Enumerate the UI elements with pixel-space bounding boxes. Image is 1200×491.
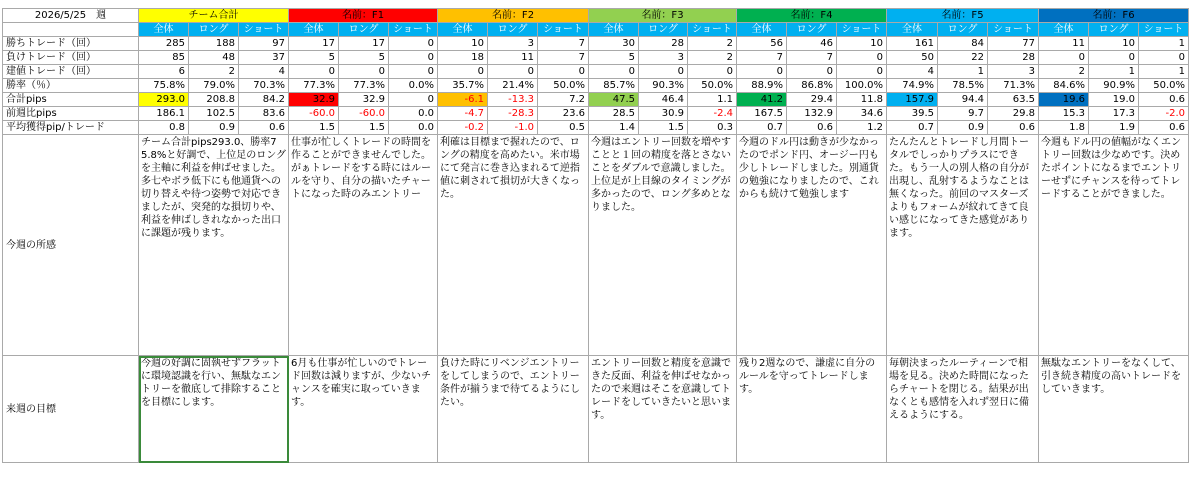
table-row [3, 121, 1189, 135]
goal-cell-3[interactable]: エントリー回数と精度を意識できた反面、利益を伸ばせなかったので来週はそこを意識してトレードをしていきたいと思います。 [589, 356, 737, 463]
cell-losses-3-1[interactable]: 3 [639, 51, 688, 65]
cell-diff-5-2[interactable]: 29.8 [988, 107, 1039, 121]
cell-wins-3-1[interactable]: 28 [639, 37, 688, 51]
cell-pips-0-2[interactable]: 84.2 [239, 93, 289, 107]
sub-header-4-1[interactable]: ロング [787, 23, 837, 37]
week-label-cell[interactable]: 2026/5/25 週 [3, 9, 139, 23]
cell-avg-2-1[interactable]: -1.0 [488, 121, 538, 135]
sub-header-4-0[interactable]: 全体 [737, 23, 787, 37]
goal-cell-6[interactable]: 無駄なエントリーをなくして、引き続き精度の高いトレードをしていきます。 [1039, 356, 1189, 463]
impression-cell-4[interactable]: 今週のドル円は動きが少なかったのでポンド円、オージー円も少しトレードしました。別通貨の勉強になりましたので、これからも続けて勉強します [737, 135, 887, 356]
group-header-3[interactable]: 名前：F3 [589, 9, 737, 23]
cell-pips-6-1[interactable]: 19.0 [1089, 93, 1139, 107]
cell-winrate-4-2[interactable]: 100.0% [837, 79, 887, 93]
group-header-1[interactable]: 名前：F1 [289, 9, 438, 23]
cell-losses-3-0[interactable]: 5 [589, 51, 639, 65]
cell-winrate-1-2[interactable]: 0.0% [389, 79, 438, 93]
spreadsheet-grid [2, 8, 1189, 463]
sub-header-6-1[interactable]: ロング [1089, 23, 1139, 37]
cell-wins-0-2[interactable]: 97 [239, 37, 289, 51]
sub-header-3-1[interactable]: ロング [639, 23, 688, 37]
cell-pips-0-1[interactable]: 208.8 [189, 93, 239, 107]
sub-header-3-2[interactable]: ショート [688, 23, 737, 37]
cell-winrate-4-0[interactable]: 88.9% [737, 79, 787, 93]
cell-wins-1-2[interactable]: 0 [389, 37, 438, 51]
cell-wins-2-1[interactable]: 3 [488, 37, 538, 51]
cell-pips-0-0[interactable]: 293.0 [139, 93, 189, 107]
table-row [3, 93, 1189, 107]
cell-avg-6-2[interactable]: 0.6 [1139, 121, 1189, 135]
row-label-avg[interactable]: 平均獲得pip/トレード [3, 121, 139, 135]
cell-losses-1-0[interactable]: 5 [289, 51, 339, 65]
sub-header-6-0[interactable]: 全体 [1039, 23, 1089, 37]
cell-diff-3-0[interactable]: 28.5 [589, 107, 639, 121]
cell-diff-4-1[interactable]: 132.9 [787, 107, 837, 121]
sub-header-4-2[interactable]: ショート [837, 23, 887, 37]
cell-diff-1-1[interactable]: -60.0 [339, 107, 389, 121]
cell-breakeven-4-1[interactable]: 0 [787, 65, 837, 79]
cell-wins-1-1[interactable]: 17 [339, 37, 389, 51]
sub-header-3-0[interactable]: 全体 [589, 23, 639, 37]
cell-avg-0-2[interactable]: 0.6 [239, 121, 289, 135]
cell-avg-2-0[interactable]: -0.2 [438, 121, 488, 135]
cell-avg-4-0[interactable]: 0.7 [737, 121, 787, 135]
blank-label-cell[interactable] [3, 23, 139, 37]
cell-diff-5-0[interactable]: 39.5 [887, 107, 938, 121]
cell-losses-5-2[interactable]: 28 [988, 51, 1039, 65]
cell-diff-0-2[interactable]: 83.6 [239, 107, 289, 121]
cell-avg-5-1[interactable]: 0.9 [938, 121, 988, 135]
cell-diff-3-2[interactable]: -2.4 [688, 107, 737, 121]
group-header-6[interactable]: 名前：F6 [1039, 9, 1189, 23]
cell-pips-4-0[interactable]: 41.2 [737, 93, 787, 107]
sub-header-2-2[interactable]: ショート [538, 23, 589, 37]
cell-breakeven-0-1[interactable]: 2 [189, 65, 239, 79]
cell-breakeven-6-0[interactable]: 2 [1039, 65, 1089, 79]
goals-label[interactable]: 来週の目標 [3, 356, 139, 463]
cell-pips-6-2[interactable]: 0.6 [1139, 93, 1189, 107]
impression-cell-1[interactable]: 仕事が忙しくトレードの時間を作ることができませんでした。がぁトレードをする時にはルールを守り、自分の描いたチャートになった時のみエントリー [289, 135, 438, 356]
cell-winrate-0-2[interactable]: 70.3% [239, 79, 289, 93]
cell-wins-4-0[interactable]: 56 [737, 37, 787, 51]
cell-wins-4-1[interactable]: 46 [787, 37, 837, 51]
impression-cell-3[interactable]: 今週はエントリー回数を増やすことと１回の精度を落とさないことをダブルで意識しました。上位足が上目線のタイミングが多かったので、ロング多めとなりました。 [589, 135, 737, 356]
cell-avg-1-2[interactable]: 0.0 [389, 121, 438, 135]
table-row [3, 37, 1189, 51]
cell-breakeven-5-0[interactable]: 4 [887, 65, 938, 79]
cell-avg-3-0[interactable]: 1.4 [589, 121, 639, 135]
group-header-2[interactable]: 名前：F2 [438, 9, 589, 23]
cell-avg-6-0[interactable]: 1.8 [1039, 121, 1089, 135]
cell-wins-5-0[interactable]: 161 [887, 37, 938, 51]
cell-winrate-2-0[interactable]: 35.7% [438, 79, 488, 93]
cell-pips-2-2[interactable]: 7.2 [538, 93, 589, 107]
goal-cell-1[interactable]: 6月も仕事が忙しいのでトレード回数は減りますが、少ないチャンスを確実に取っていきます。 [289, 356, 438, 463]
cell-losses-1-2[interactable]: 0 [389, 51, 438, 65]
cell-avg-1-0[interactable]: 1.5 [289, 121, 339, 135]
cell-winrate-5-0[interactable]: 74.9% [887, 79, 938, 93]
cell-pips-3-0[interactable]: 47.5 [589, 93, 639, 107]
sub-header-2-0[interactable]: 全体 [438, 23, 488, 37]
cell-avg-0-0[interactable]: 0.8 [139, 121, 189, 135]
cell-losses-4-2[interactable]: 0 [837, 51, 887, 65]
impression-cell-6[interactable]: 今週もドル円の値幅がなくエントリー回数は少なめです。決めたポイントになるまでエントリーせずにチャンスを待ってトレードすることができました。 [1039, 135, 1189, 356]
cell-wins-4-2[interactable]: 10 [837, 37, 887, 51]
cell-losses-5-0[interactable]: 50 [887, 51, 938, 65]
cell-winrate-0-1[interactable]: 79.0% [189, 79, 239, 93]
sub-header-0-0[interactable]: 全体 [139, 23, 189, 37]
cell-wins-2-2[interactable]: 7 [538, 37, 589, 51]
table-row [3, 51, 1189, 65]
cell-avg-2-2[interactable]: 0.5 [538, 121, 589, 135]
goal-cell-5[interactable]: 毎朝決まったルーティーンで相場を見る。決めた時間になったらチャートを閉じる。結果が出なくとも感情を入れず翌日に備えるようにする。 [887, 356, 1039, 463]
cell-breakeven-2-1[interactable]: 0 [488, 65, 538, 79]
sub-header-6-2[interactable]: ショート [1139, 23, 1189, 37]
cell-wins-6-0[interactable]: 11 [1039, 37, 1089, 51]
cell-breakeven-0-2[interactable]: 4 [239, 65, 289, 79]
cell-winrate-5-2[interactable]: 71.3% [988, 79, 1039, 93]
cell-diff-1-2[interactable]: 0.0 [389, 107, 438, 121]
cell-losses-6-1[interactable]: 0 [1089, 51, 1139, 65]
cell-diff-3-1[interactable]: 30.9 [639, 107, 688, 121]
cell-diff-6-2[interactable]: -2.0 [1139, 107, 1189, 121]
goal-cell-2[interactable]: 負けた時にリベンジエントリーをしてしまうので、エントリー条件が揃うまで待てるようにしたい。 [438, 356, 589, 463]
group-header-4[interactable]: 名前：F4 [737, 9, 887, 23]
cell-wins-3-2[interactable]: 2 [688, 37, 737, 51]
cell-breakeven-1-0[interactable]: 0 [289, 65, 339, 79]
goal-cell-0[interactable]: 今週の好調に固執せずフラットに環境認識を行い、無駄なエントリーを徹底して排除することを目標にします。 [139, 356, 289, 463]
sub-header-1-1[interactable]: ロング [339, 23, 389, 37]
cell-wins-0-0[interactable]: 285 [139, 37, 189, 51]
cell-losses-4-1[interactable]: 7 [787, 51, 837, 65]
table-row [3, 107, 1189, 121]
cell-diff-6-0[interactable]: 15.3 [1039, 107, 1089, 121]
cell-diff-4-2[interactable]: 34.6 [837, 107, 887, 121]
cell-avg-3-2[interactable]: 0.3 [688, 121, 737, 135]
cell-pips-4-1[interactable]: 29.4 [787, 93, 837, 107]
cell-pips-5-1[interactable]: 94.4 [938, 93, 988, 107]
cell-pips-3-1[interactable]: 46.4 [639, 93, 688, 107]
cell-avg-0-1[interactable]: 0.9 [189, 121, 239, 135]
cell-wins-6-1[interactable]: 10 [1089, 37, 1139, 51]
goal-cell-4[interactable]: 残り2週なので、謙虚に自分のルールを守ってトレードします。 [737, 356, 887, 463]
cell-wins-2-0[interactable]: 10 [438, 37, 488, 51]
cell-wins-3-0[interactable]: 30 [589, 37, 639, 51]
sub-header-5-2[interactable]: ショート [988, 23, 1039, 37]
cell-losses-6-0[interactable]: 0 [1039, 51, 1089, 65]
row-label-pips[interactable]: 合計pips [3, 93, 139, 107]
impression-cell-5[interactable]: たんたんとトレードし月間トータルでしっかりプラスにできた。もう一人の別人格の自分が出現し、乱射するようなことは無くなった。前回のマスターズよりもフォームが紋れてきて良い感じになってきた感覚があります。 [887, 135, 1039, 356]
cell-winrate-5-1[interactable]: 78.5% [938, 79, 988, 93]
cell-avg-6-1[interactable]: 1.9 [1089, 121, 1139, 135]
cell-breakeven-1-1[interactable]: 0 [339, 65, 389, 79]
cell-breakeven-3-0[interactable]: 0 [589, 65, 639, 79]
cell-winrate-1-0[interactable]: 77.3% [289, 79, 339, 93]
cell-losses-1-1[interactable]: 5 [339, 51, 389, 65]
table-row [3, 79, 1189, 93]
cell-breakeven-2-0[interactable]: 0 [438, 65, 488, 79]
cell-wins-6-2[interactable]: 1 [1139, 37, 1189, 51]
cell-breakeven-5-2[interactable]: 3 [988, 65, 1039, 79]
cell-diff-4-0[interactable]: 167.5 [737, 107, 787, 121]
cell-pips-1-0[interactable]: 32.9 [289, 93, 339, 107]
cell-avg-5-2[interactable]: 0.6 [988, 121, 1039, 135]
impression-cell-0[interactable]: チーム合計pips293.0、勝率75.8%と好調で、上位足のロングを主軸に利益を伸ばせました。多七やボラ低下にも他通貨への切り替えや待つ姿勢で対応できましたが、突発的な損切りや、利益を伸ばしきれなかった出口に課題が残ります。 [139, 135, 289, 356]
cell-diff-0-1[interactable]: 102.5 [189, 107, 239, 121]
group-header-5[interactable]: 名前：F5 [887, 9, 1039, 23]
cell-diff-6-1[interactable]: 17.3 [1089, 107, 1139, 121]
cell-diff-2-1[interactable]: -28.3 [488, 107, 538, 121]
sub-header-5-1[interactable]: ロング [938, 23, 988, 37]
cell-winrate-3-1[interactable]: 90.3% [639, 79, 688, 93]
cell-pips-4-2[interactable]: 11.8 [837, 93, 887, 107]
cell-pips-3-2[interactable]: 1.1 [688, 93, 737, 107]
cell-avg-1-1[interactable]: 1.5 [339, 121, 389, 135]
cell-breakeven-3-2[interactable]: 0 [688, 65, 737, 79]
cell-losses-0-1[interactable]: 48 [189, 51, 239, 65]
cell-avg-4-1[interactable]: 0.6 [787, 121, 837, 135]
row-label-losses[interactable]: 負けトレード（回） [3, 51, 139, 65]
cell-losses-2-0[interactable]: 18 [438, 51, 488, 65]
cell-diff-2-0[interactable]: -4.7 [438, 107, 488, 121]
cell-winrate-2-2[interactable]: 50.0% [538, 79, 589, 93]
cell-breakeven-5-1[interactable]: 1 [938, 65, 988, 79]
row-label-breakeven[interactable]: 建値トレード（回） [3, 65, 139, 79]
cell-wins-5-2[interactable]: 77 [988, 37, 1039, 51]
cell-pips-5-2[interactable]: 63.5 [988, 93, 1039, 107]
cell-wins-5-1[interactable]: 84 [938, 37, 988, 51]
cell-diff-1-0[interactable]: -60.0 [289, 107, 339, 121]
cell-diff-0-0[interactable]: 186.1 [139, 107, 189, 121]
cell-breakeven-6-1[interactable]: 1 [1089, 65, 1139, 79]
sub-header-0-1[interactable]: ロング [189, 23, 239, 37]
cell-losses-0-2[interactable]: 37 [239, 51, 289, 65]
cell-losses-5-1[interactable]: 22 [938, 51, 988, 65]
group-header-0[interactable]: チーム合計 [139, 9, 289, 23]
sub-header-2-1[interactable]: ロング [488, 23, 538, 37]
table-row [3, 65, 1189, 79]
impression-cell-2[interactable]: 利確は目標まで握れたので、ロングの精度を高めたい。米市場にて発言に巻き込まれるて逆指値に刺されて損切が大きくなった。 [438, 135, 589, 356]
row-label-winrate[interactable]: 勝率（％） [3, 79, 139, 93]
cell-diff-5-1[interactable]: 9.7 [938, 107, 988, 121]
cell-pips-5-0[interactable]: 157.9 [887, 93, 938, 107]
cell-pips-1-2[interactable]: 0 [389, 93, 438, 107]
sub-header-5-0[interactable]: 全体 [887, 23, 938, 37]
cell-losses-0-0[interactable]: 85 [139, 51, 189, 65]
cell-losses-6-2[interactable]: 0 [1139, 51, 1189, 65]
cell-pips-2-0[interactable]: -6.1 [438, 93, 488, 107]
cell-avg-5-0[interactable]: 0.7 [887, 121, 938, 135]
sub-header-1-2[interactable]: ショート [389, 23, 438, 37]
row-label-wins[interactable]: 勝ちトレード（回） [3, 37, 139, 51]
cell-losses-4-0[interactable]: 7 [737, 51, 787, 65]
row-label-diff[interactable]: 前週比pips [3, 107, 139, 121]
cell-winrate-3-2[interactable]: 50.0% [688, 79, 737, 93]
cell-diff-2-2[interactable]: 23.6 [538, 107, 589, 121]
cell-pips-2-1[interactable]: -13.3 [488, 93, 538, 107]
cell-pips-1-1[interactable]: 32.9 [339, 93, 389, 107]
cell-avg-3-1[interactable]: 1.5 [639, 121, 688, 135]
cell-winrate-4-1[interactable]: 86.8% [787, 79, 837, 93]
sub-header-1-0[interactable]: 全体 [289, 23, 339, 37]
cell-breakeven-4-0[interactable]: 0 [737, 65, 787, 79]
cell-winrate-1-1[interactable]: 77.3% [339, 79, 389, 93]
cell-winrate-3-0[interactable]: 85.7% [589, 79, 639, 93]
cell-winrate-2-1[interactable]: 21.4% [488, 79, 538, 93]
impressions-label[interactable]: 今週の所感 [3, 135, 139, 356]
cell-wins-1-0[interactable]: 17 [289, 37, 339, 51]
cell-avg-4-2[interactable]: 1.2 [837, 121, 887, 135]
cell-breakeven-4-2[interactable]: 0 [837, 65, 887, 79]
cell-winrate-6-2[interactable]: 50.0% [1139, 79, 1189, 93]
cell-losses-2-1[interactable]: 11 [488, 51, 538, 65]
cell-winrate-6-0[interactable]: 84.6% [1039, 79, 1089, 93]
cell-breakeven-2-2[interactable]: 0 [538, 65, 589, 79]
sub-header-0-2[interactable]: ショート [239, 23, 289, 37]
cell-breakeven-0-0[interactable]: 6 [139, 65, 189, 79]
cell-breakeven-6-2[interactable]: 1 [1139, 65, 1189, 79]
cell-losses-2-2[interactable]: 7 [538, 51, 589, 65]
cell-breakeven-1-2[interactable]: 0 [389, 65, 438, 79]
cell-pips-6-0[interactable]: 19.6 [1039, 93, 1089, 107]
cell-breakeven-3-1[interactable]: 0 [639, 65, 688, 79]
cell-winrate-6-1[interactable]: 90.9% [1089, 79, 1139, 93]
cell-winrate-0-0[interactable]: 75.8% [139, 79, 189, 93]
cell-wins-0-1[interactable]: 188 [189, 37, 239, 51]
cell-losses-3-2[interactable]: 2 [688, 51, 737, 65]
